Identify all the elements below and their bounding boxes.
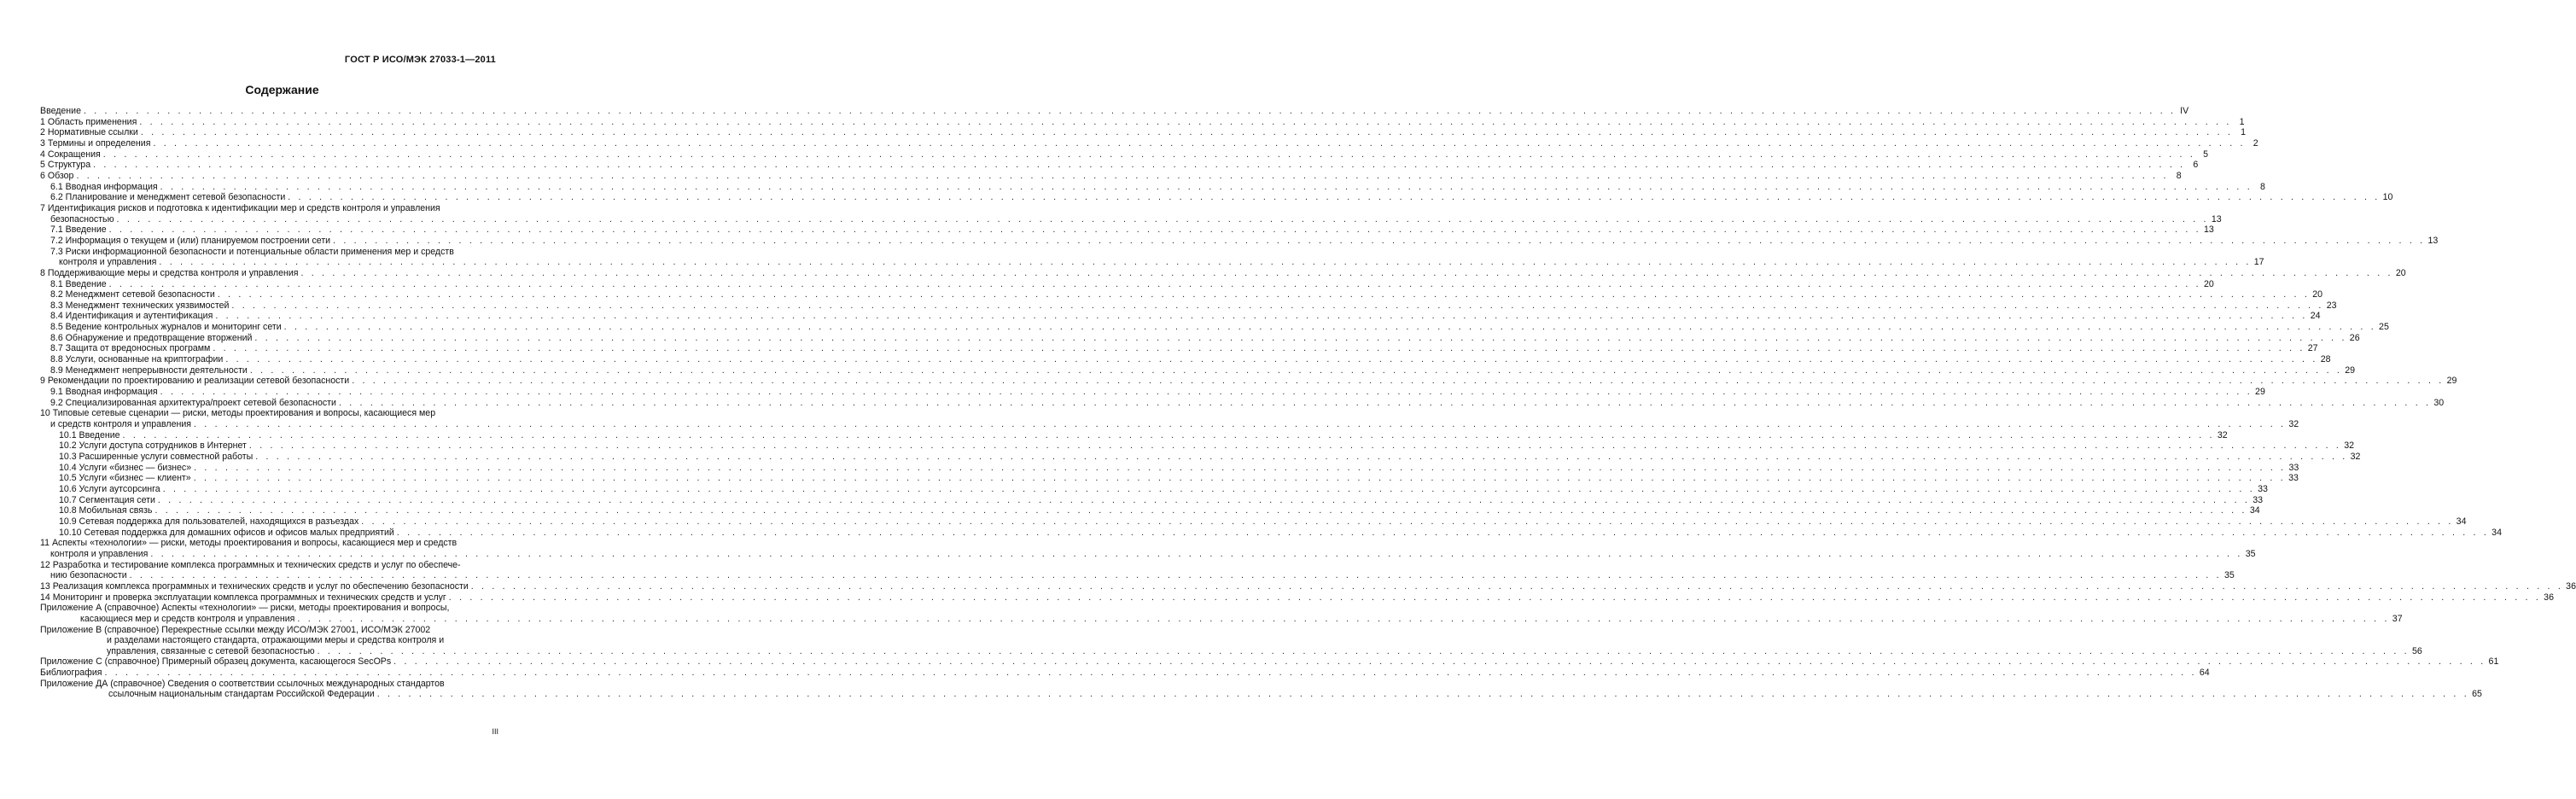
dot-leader: . . . . . . . . . . . . . . . . . . . . . . . . . . . . . . . . . . . . . . . . . . . . . . . . . . . . . . . . . . . . . . . . . . . . . . . . . . . . . . . . . . . . . . . . . . . . . . . . . . . . . . . . . . . . . . . . . . . . . . . . . . . . . . . . . . . . . . . . . . . . . . . . . . . . . . . . . . . . . . . . . . . . . . . . . . . . . . . . . . . . . . . . . . . . . . . . . . . . . . . . (139, 116, 2232, 127)
toc-page-number: 23 (2326, 300, 2337, 311)
toc-page-number: 33 (2253, 494, 2264, 505)
toc-entry-title: 10 Типовые сетевые сценарии — риски, методы проектирования и вопросы, касающиеся мер (40, 408, 436, 419)
dot-leader: . . . . . . . . . . . . . . . . . . . . . . . . . . . . . . . . . . . . . . . . . . . . . . . . . . . . . . . . . . . . . . . . . . . . . . . . . . . . . . . . . . . . . . . . . . . . . . . . . . . . . . . . . . . . . . . . . . . . . . . . . . . . . . . . . . . . . . . . . . . . . . . . . . . . . . . . . . . . . . . . . . . . . . . . . . . . . . . . . . . . . . . . . . . . . . . . . . . . . . . . (283, 322, 2376, 333)
toc-entry-continued (40, 408, 499, 419)
dot-leader: . . . . . . . . . . . . . . . . . . . . . . . . . . . . . . . . . . . . . . . . . . . . . . . . . . . . . . . . . . . . . . . . . . . . . . . . . . . . . . . . . . . . . . . . . . . . . . . . . . . . . . . . . . . . . . . . . . . . . . . . . . . . . . . . . . . . . . . . . . . . . . . . . . . . . . . . . . . . . . . . . . . . . . . . . . . . . . . . . . . . . . . . . . . . . . . . . . . . . . . . (162, 483, 2255, 494)
toc-entry-continued (40, 635, 499, 646)
toc-entry[interactable] (40, 181, 2265, 193)
toc-entry-title: 10.10 Сетевая поддержка для домашних офисов и офисов малых предприятий (59, 527, 394, 538)
toc-entry-title: 10.7 Сегментация сети (59, 494, 155, 505)
toc-entry-continued (40, 679, 499, 690)
toc-page-number: 36 (2566, 580, 2576, 592)
toc-entry-title: 10.5 Услуги «бизнес — клиент» (59, 473, 191, 484)
toc-entry[interactable] (40, 311, 2321, 322)
toc-entry[interactable] (40, 343, 2318, 354)
toc-page-number: 24 (2310, 311, 2321, 322)
toc-entry[interactable] (40, 440, 2355, 452)
dot-leader: . . . . . . . . . . . . . . . . . . . . . . . . . . . . . . . . . . . . . . . . . . . . . . . . . . . . . . . . . . . . . . . . . . . . . . . . . . . . . . . . . . . . . . . . . . . . . . . . . . . . . . . . . . . . . . . . . . . . . . . . . . . . . . . . . . . . . . . . . . . . . . . . . . . . . . . . . . . . . . . . . . . . . . . . . . . . . . . . . . . . . . . . . . . . . . . . . . . . . . . . (225, 354, 2318, 365)
toc-entry-title: 8.1 Введение (50, 278, 107, 289)
toc-entry-title: и средств контроля и управления (50, 419, 192, 430)
toc-page-number: 13 (2427, 235, 2439, 246)
toc-page-number: 29 (2446, 376, 2457, 387)
toc-entry[interactable] (40, 365, 2356, 376)
toc-entry-title: 9.1 Вводная информация (50, 387, 158, 398)
toc-entry-title: Приложение В (справочное) Перекрестные ссылки между ИСО/МЭК 27001, ИСО/МЭК 27002 (40, 624, 431, 635)
toc-entry[interactable] (40, 289, 2322, 300)
dot-leader: . . . . . . . . . . . . . . . . . . . . . . . . . . . . . . . . . . . . . . . . . . . . . . . . . . . . . . . . . . . . . . . . . . . . . . . . . . . . . . . . . . . . . . . . . . . . . . . . . . . . . . . . . . . . . . . . . . . . . . . . . . . . . . . . . . . . . . . . . . . . . . . . . . . . . . . . . . . . . . . . . . . . . . . . . . . . . . . . . . . . . . . . . . . . . . . . . . . . . . . . (122, 429, 2215, 440)
toc-entry-title: Приложение С (справочное) Примерный образец документа, касающегося SecOPs (40, 656, 392, 668)
document-id: ГОСТ Р ИСО/МЭК 27033-1—2011 (344, 55, 496, 65)
toc-entry[interactable] (40, 278, 2214, 290)
toc-entry[interactable] (40, 397, 2445, 409)
toc-page-number: 33 (2288, 462, 2299, 473)
toc-page-number: 25 (2379, 322, 2389, 333)
toc-entry-title: 7 Идентификация рисков и подготовка к идентификации мер и средств контроля и управления (40, 202, 440, 213)
dot-leader: . . . . . . . . . . . . . . . . . . . . . . . . . . . . . . . . . . . . . . . . . . . . . . . . . . . . . . . . . . . . . . . . . . . . . . . . . . . . . . . . . . . . . . . . . . . . . . . . . . . . . . . . . . . . . . . . . . . . . . . . . . . . . . . . . . . . . . . . . . . . . . . . . . . . . . . . . . . . . . . . . . . . . . . . . . . . . . . . . . . . . . . . . . . . . . . . . . . . . . . . (448, 592, 2541, 603)
dot-leader: . . . . . . . . . . . . . . . . . . . . . . . . . . . . . . . . . . . . . . . . . . . . . . . . . . . . . . . . . . . . . . . . . . . . . . . . . . . . . . . . . . . . . . . . . . . . . . . . . . . . . . . . . . . . . . . . . . . . . . . . . . . . . . . . . . . . . . . . . . . . . . . . . . . . . . . . . . . . . . . . . . . . . . . . . . . . . . . . . . . . . . . . . . . . . . . . . . . . . . . . (102, 149, 2195, 160)
toc-page-number: 6 (2193, 160, 2199, 171)
toc-entry-title: 11 Аспекты «технологии» — риски, методы проектирования и вопросы, касающиеся мер и средств (40, 538, 458, 549)
toc-entry-title: 6 Обзор (40, 170, 74, 181)
toc-entry-title: Библиография (40, 668, 102, 679)
toc-entry-title: 3 Термины и определения (40, 137, 151, 149)
toc-entry-title: 7.3 Риски информационной безопасности и потенциальные области применения мер и средств (50, 246, 454, 257)
toc-entry-title: 10.9 Сетевая поддержка для пользователей, находящихся в разъездах (59, 516, 359, 527)
toc-page-number: 13 (2211, 213, 2222, 225)
toc-page-number: 32 (2217, 429, 2228, 440)
dot-leader: . . . . . . . . . . . . . . . . . . . . . . . . . . . . . . . . . . . . . . . . . . . . . . . . . . . . . . . . . . . . . . . . . . . . . . . . . . . . . . . . . . . . . . . . . . . . . . . . . . . . . . . . . . . . . . . . . . . . . . . . . . . . . . . . . . . . . . . . . . . . . . . . . . . . . . . . . . . . . . . . . . . . . . . . . . . . . . . . . . . . . . . . . . . . . . . . . . . . . . . . (83, 106, 2177, 116)
toc-entry[interactable] (40, 613, 2403, 625)
dot-leader: . . . . . . . . . . . . . . . . . . . . . . . . . . . . . . . . . . . . . . . . . . . . . . . . . . . . . . . . . . . . . . . . . . . . . . . . . . . . . . . . . . . . . . . . . . . . . . . . . . . . . . . . . . . . . . . . . . . . . . . . . . . . . . . . . . . . . . . . . . . . . . . . . . . . . . . . . . . . . . . . . . . . . . . . . . . . . . . . . . . . . . . . . . . . . . . . . . . . . . . . (393, 656, 2486, 668)
toc-entry-title: 10.2 Услуги доступа сотрудников в Интернет (59, 440, 247, 452)
dot-leader: . . . . . . . . . . . . . . . . . . . . . . . . . . . . . . . . . . . . . . . . . . . . . . . . . . . . . . . . . . . . . . . . . . . . . . . . . . . . . . . . . . . . . . . . . . . . . . . . . . . . . . . . . . . . . . . . . . . . . . . . . . . . . . . . . . . . . . . . . . . . . . . . . . . . . . . . . . . . . . . . . . . . . . . . . . . . . . . . . . . . . . . . . . . . . . . . . . . . . . . . (116, 213, 2209, 225)
toc-page-number: 33 (2258, 483, 2268, 494)
toc-entry-continued (40, 625, 499, 636)
toc-entry-title: 10.8 Мобильная связь (59, 505, 153, 516)
toc-entry[interactable] (40, 213, 2222, 225)
dot-leader: . . . . . . . . . . . . . . . . . . . . . . . . . . . . . . . . . . . . . . . . . . . . . . . . . . . . . . . . . . . . . . . . . . . . . . . . . . . . . . . . . . . . . . . . . . . . . . . . . . . . . . . . . . . . . . . . . . . . . . . . . . . . . . . . . . . . . . . . . . . . . . . . . . . . . . . . . . . . . . . . . . . . . . . . . . . . . . . . . . . . . . . . . . . . . . . . . . . . . . . . (396, 527, 2489, 538)
toc-entry-title: 2 Нормативные ссылки (40, 127, 138, 138)
toc-page-number: 20 (2395, 267, 2406, 278)
toc-entry-title: 8.5 Ведение контрольных журналов и мониторинг сети (50, 322, 282, 333)
toc-page-number: 61 (2488, 656, 2499, 668)
toc-page-number: 26 (2349, 332, 2360, 343)
toc-entry[interactable] (40, 689, 2482, 700)
toc-entry[interactable] (40, 462, 2299, 474)
toc-entry-title: Приложение А (справочное) Аспекты «технологии» — риски, методы проектирования и вопросы, (40, 603, 450, 614)
toc-entry[interactable] (40, 419, 2299, 430)
toc-page-number: 64 (2199, 668, 2210, 679)
toc-page-number: 5 (2203, 149, 2208, 160)
dot-leader: . . . . . . . . . . . . . . . . . . . . . . . . . . . . . . . . . . . . . . . . . . . . . . . . . . . . . . . . . . . . . . . . . . . . . . . . . . . . . . . . . . . . . . . . . . . . . . . . . . . . . . . . . . . . . . . . . . . . . . . . . . . . . . . . . . . . . . . . . . . . . . . . . . . . . . . . . . . . . . . . . . . . . . . . . . . . . . . . . . . . . . . . . . . . . . . . . . . . . . . . (338, 397, 2432, 408)
dot-leader: . . . . . . . . . . . . . . . . . . . . . . . . . . . . . . . . . . . . . . . . . . . . . . . . . . . . . . . . . . . . . . . . . . . . . . . . . . . . . . . . . . . . . . . . . . . . . . . . . . . . . . . . . . . . . . . . . . . . . . . . . . . . . . . . . . . . . . . . . . . . . . . . . . . . . . . . . . . . . . . . . . . . . . . . . . . . . . . . . . . . . . . . . . . . . . . . . . . . . . . . (76, 170, 2169, 181)
toc-entry[interactable] (40, 473, 2299, 484)
toc-page-number: 37 (2392, 613, 2403, 624)
toc-entry-title: контроля и управления (59, 257, 157, 268)
toc-page-number: 36 (2544, 592, 2554, 603)
toc-page-number: 32 (2288, 419, 2299, 430)
toc-entry-title: 4 Сокращения (40, 149, 101, 160)
toc-entry-continued (40, 603, 499, 614)
toc-entry-continued (40, 203, 499, 214)
dot-leader: . . . . . . . . . . . . . . . . . . . . . . . . . . . . . . . . . . . . . . . . . . . . . . . . . . . . . . . . . . . . . . . . . . . . . . . . . . . . . . . . . . . . . . . . . . . . . . . . . . . . . . . . . . . . . . . . . . . . . . . . . . . . . . . . . . . . . . . . . . . . . . . . . . . . . . . . . . . . . . . . . . . . . . . . . . . . . . . . . . . . . . . . . . . . . . . . . . . . . . . . (194, 462, 2287, 473)
toc-entry[interactable] (40, 548, 2256, 560)
toc-entry-title: 10.6 Услуги аутсорсинга (59, 483, 160, 494)
toc-page-number: 32 (2344, 440, 2355, 452)
dot-leader: . . . . . . . . . . . . . . . . . . . . . . . . . . . . . . . . . . . . . . . . . . . . . . . . . . . . . . . . . . . . . . . . . . . . . . . . . . . . . . . . . . . . . . . . . . . . . . . . . . . . . . . . . . . . . . . . . . . . . . . . . . . . . . . . . . . . . . . . . . . . . . . . . . . . . . . . . . . . . . . . . . . . . . . . . . . . . . . . . . . . . . . . . . . . . . . . . . . . . . . . (129, 570, 2222, 581)
toc-page-number: 10 (2382, 192, 2393, 203)
dot-leader: . . . . . . . . . . . . . . . . . . . . . . . . . . . . . . . . . . . . . . . . . . . . . . . . . . . . . . . . . . . . . . . . . . . . . . . . . . . . . . . . . . . . . . . . . . . . . . . . . . . . . . . . . . . . . . . . . . . . . . . . . . . . . . . . . . . . . . . . . . . . . . . . . . . . . . . . . . . . . . . . . . . . . . . . . . . . . . . . . . . . . . . . . . . . . . . . . . . . . . . . (104, 668, 2197, 679)
toc-entry[interactable] (40, 656, 2499, 668)
toc-entry-title: 8 Поддерживающие меры и средства контроля и управления (40, 267, 299, 278)
toc-page-number: 17 (2253, 257, 2264, 268)
toc-entry-title: Введение (40, 106, 81, 116)
toc-entry-continued (40, 538, 499, 549)
toc-entry[interactable] (40, 452, 2361, 463)
toc-entry-title: 13 Реализация комплекса программных и технических средств и услуг по обеспечению безопасности (40, 580, 469, 592)
toc-entry-title: касающиеся мер и средств контроля и управления (80, 613, 295, 624)
toc-page-number: 34 (2491, 527, 2502, 538)
toc-entry[interactable] (40, 235, 2439, 247)
toc-page-number: 27 (2307, 343, 2318, 354)
dot-leader: . . . . . . . . . . . . . . . . . . . . . . . . . . . . . . . . . . . . . . . . . . . . . . . . . . . . . . . . . . . . . . . . . . . . . . . . . . . . . . . . . . . . . . . . . . . . . . . . . . . . . . . . . . . . . . . . . . . . . . . . . . . . . . . . . . . . . . . . . . . . . . . . . . . . . . . . . . . . . . . . . . . . . . . . . . . . . . . . . . . . . . . . . . . . . . . . . . . . . . . . (376, 689, 2469, 700)
toc-entry[interactable] (40, 668, 2210, 679)
toc-entry-title: 10.4 Услуги «бизнес — бизнес» (59, 462, 192, 473)
dot-leader: . . . . . . . . . . . . . . . . . . . . . . . . . . . . . . . . . . . . . . . . . . . . . . . . . . . . . . . . . . . . . . . . . . . . . . . . . . . . . . . . . . . . . . . . . . . . . . . . . . . . . . . . . . . . . . . . . . . . . . . . . . . . . . . . . . . . . . . . . . . . . . . . . . . . . . . . . . . . . . . . . . . . . . . . . . . . . . . . . . . . . . . . . . . . . . . . . . . . . . . . (160, 387, 2253, 398)
toc-page-number: 1 (2241, 127, 2247, 138)
toc-entry[interactable] (40, 106, 2189, 117)
dot-leader: . . . . . . . . . . . . . . . . . . . . . . . . . . . . . . . . . . . . . . . . . . . . . . . . . . . . . . . . . . . . . . . . . . . . . . . . . . . . . . . . . . . . . . . . . . . . . . . . . . . . . . . . . . . . . . . . . . . . . . . . . . . . . . . . . . . . . . . . . . . . . . . . . . . . . . . . . . . . . . . . . . . . . . . . . . . . . . . . . . . . . . . . . . . . . . . . . . . . . . . . (300, 267, 2393, 278)
toc-entry[interactable] (40, 527, 2502, 539)
dot-leader: . . . . . . . . . . . . . . . . . . . . . . . . . . . . . . . . . . . . . . . . . . . . . . . . . . . . . . . . . . . . . . . . . . . . . . . . . . . . . . . . . . . . . . . . . . . . . . . . . . . . . . . . . . . . . . . . . . . . . . . . . . . . . . . . . . . . . . . . . . . . . . . . . . . . . . . . . . . . . . . . . . . . . . . . . . . . . . . . . . . . . . . . . . . . . . . . . . . . . . . . (288, 192, 2381, 203)
toc-entry-title: 14 Мониторинг и проверка эксплуатации комплекса программных и технических средств и услуг (40, 592, 446, 603)
dot-leader: . . . . . . . . . . . . . . . . . . . . . . . . . . . . . . . . . . . . . . . . . . . . . . . . . . . . . . . . . . . . . . . . . . . . . . . . . . . . . . . . . . . . . . . . . . . . . . . . . . . . . . . . . . . . . . . . . . . . . . . . . . . . . . . . . . . . . . . . . . . . . . . . . . . . . . . . . . . . . . . . . . . . . . . . . . . . . . . . . . . . . . . . . . . . . . . . . . . . . . . . (93, 160, 2186, 171)
toc-entry[interactable] (40, 225, 2214, 236)
toc-entry-title: ссылочным национальным стандартам Российской Федерации (108, 689, 375, 700)
toc-page-number: 2 (2253, 137, 2258, 149)
toc-entry-title: 1 Область применения (40, 116, 137, 127)
toc-entry-title: 6.2 Планирование и менеджмент сетевой безопасности (50, 192, 286, 203)
toc-entry-title: 8.7 Защита от вредоносных программ (50, 343, 211, 354)
toc-page-number: 28 (2320, 354, 2331, 365)
dot-leader: . . . . . . . . . . . . . . . . . . . . . . . . . . . . . . . . . . . . . . . . . . . . . . . . . . . . . . . . . . . . . . . . . . . . . . . . . . . . . . . . . . . . . . . . . . . . . . . . . . . . . . . . . . . . . . . . . . . . . . . . . . . . . . . . . . . . . . . . . . . . . . . . . . . . . . . . . . . . . . . . . . . . . . . . . . . . . . . . . . . . . . . . . . . . . . . . . . . . . . . . (157, 494, 2251, 505)
toc-entry-title: 10.3 Расширенные услуги совместной работы (59, 452, 254, 462)
toc-entry[interactable] (40, 387, 2265, 398)
toc-entry-title: 6.1 Вводная информация (50, 181, 158, 192)
dot-leader: . . . . . . . . . . . . . . . . . . . . . . . . . . . . . . . . . . . . . . . . . . . . . . . . . . . . . . . . . . . . . . . . . . . . . . . . . . . . . . . . . . . . . . . . . . . . . . . . . . . . . . . . . . . . . . . . . . . . . . . . . . . . . . . . . . . . . . . . . . . . . . . . . . . . . . . . . . . . . . . . . . . . . . . . . . . . . . . . . . . . . . . . . . . . . . . . . . . . . . . . (231, 300, 2324, 311)
toc-entry[interactable] (40, 505, 2260, 516)
toc-page-number: 8 (2259, 181, 2265, 192)
dot-leader: . . . . . . . . . . . . . . . . . . . . . . . . . . . . . . . . . . . . . . . . . . . . . . . . . . . . . . . . . . . . . . . . . . . . . . . . . . . . . . . . . . . . . . . . . . . . . . . . . . . . . . . . . . . . . . . . . . . . . . . . . . . . . . . . . . . . . . . . . . . . . . . . . . . . . . . . . . . . . . . . . . . . . . . . . . . . . . . . . . . . . . . . . . . . . . . . . . . . . . . . (213, 343, 2305, 354)
toc-entry[interactable] (40, 516, 2467, 528)
toc-entry-title: 7.1 Введение (50, 225, 107, 236)
dot-leader: . . . . . . . . . . . . . . . . . . . . . . . . . . . . . . . . . . . . . . . . . . . . . . . . . . . . . . . . . . . . . . . . . . . . . . . . . . . . . . . . . . . . . . . . . . . . . . . . . . . . . . . . . . . . . . . . . . . . . . . . . . . . . . . . . . . . . . . . . . . . . . . . . . . . . . . . . . . . . . . . . . . . . . . . . . . . . . . . . . . . . . . . . . . . . . . . . . . . . . . . (159, 257, 2252, 268)
toc-entry[interactable] (40, 592, 2554, 604)
dot-leader: . . . . . . . . . . . . . . . . . . . . . . . . . . . . . . . . . . . . . . . . . . . . . . . . . . . . . . . . . . . . . . . . . . . . . . . . . . . . . . . . . . . . . . . . . . . . . . . . . . . . . . . . . . . . . . . . . . . . . . . . . . . . . . . . . . . . . . . . . . . . . . . . . . . . . . . . . . . . . . . . . . . . . . . . . . . . . . . . . . . . . . . . . . . . . . . . . . . . . . . . (154, 505, 2247, 516)
toc-entry-title: управления, связанные с сетевой безопасностью (107, 645, 315, 656)
dot-leader: . . . . . . . . . . . . . . . . . . . . . . . . . . . . . . . . . . . . . . . . . . . . . . . . . . . . . . . . . . . . . . . . . . . . . . . . . . . . . . . . . . . . . . . . . . . . . . . . . . . . . . . . . . . . . . . . . . . . . . . . . . . . . . . . . . . . . . . . . . . . . . . . . . . . . . . . . . . . . . . . . . . . . . . . . . . . . . . . . . . . . . . . . . . . . . . . . . . . . . . . (248, 440, 2342, 452)
dot-leader: . . . . . . . . . . . . . . . . . . . . . . . . . . . . . . . . . . . . . . . . . . . . . . . . . . . . . . . . . . . . . . . . . . . . . . . . . . . . . . . . . . . . . . . . . . . . . . . . . . . . . . . . . . . . . . . . . . . . . . . . . . . . . . . . . . . . . . . . . . . . . . . . . . . . . . . . . . . . . . . . . . . . . . . . . . . . . . . . . . . . . . . . . . . . . . . . . . . . . . . . (193, 473, 2286, 484)
toc-page-number: 65 (2472, 689, 2482, 700)
toc-entry-title: 8.6 Обнаружение и предотвращение вторжений (50, 332, 253, 343)
toc-entry-continued (40, 247, 499, 258)
toc-entry[interactable] (40, 127, 2247, 138)
toc-entry[interactable] (40, 429, 2228, 441)
table-of-contents (40, 106, 2576, 700)
toc-entry[interactable] (40, 645, 2422, 657)
toc-page-number: 29 (2345, 365, 2356, 376)
dot-leader: . . . . . . . . . . . . . . . . . . . . . . . . . . . . . . . . . . . . . . . . . . . . . . . . . . . . . . . . . . . . . . . . . . . . . . . . . . . . . . . . . . . . . . . . . . . . . . . . . . . . . . . . . . . . . . . . . . . . . . . . . . . . . . . . . . . . . . . . . . . . . . . . . . . . . . . . . . . . . . . . . . . . . . . . . . . . . . . . . . . . . . . . . . . . . . . . . . . . . . . . (217, 289, 2310, 300)
toc-page-number: 20 (2312, 289, 2322, 300)
toc-page-number: 20 (2204, 278, 2214, 289)
dot-leader: . . . . . . . . . . . . . . . . . . . . . . . . . . . . . . . . . . . . . . . . . . . . . . . . . . . . . . . . . . . . . . . . . . . . . . . . . . . . . . . . . . . . . . . . . . . . . . . . . . . . . . . . . . . . . . . . . . . . . . . . . . . . . . . . . . . . . . . . . . . . . . . . . . . . . . . . . . . . . . . . . . . . . . . . . . . . . . . . . . . . . . . . . . . . . . . . . . . . . . . . (108, 278, 2201, 289)
toc-entry-title: 12 Разработка и тестирование комплекса программных и технических средств и услуг по обеспече- (40, 559, 461, 570)
toc-entry-title: 8.9 Менеджмент непрерывности деятельности (50, 365, 248, 376)
dot-leader: . . . . . . . . . . . . . . . . . . . . . . . . . . . . . . . . . . . . . . . . . . . . . . . . . . . . . . . . . . . . . . . . . . . . . . . . . . . . . . . . . . . . . . . . . . . . . . . . . . . . . . . . . . . . . . . . . . . . . . . . . . . . . . . . . . . . . . . . . . . . . . . . . . . . . . . . . . . . . . . . . . . . . . . . . . . . . . . . . . . . . . . . . . . . . . . . . . . . . . . . (470, 580, 2563, 592)
toc-entry[interactable] (40, 170, 2182, 182)
toc-page-number: 35 (2245, 548, 2256, 559)
dot-leader: . . . . . . . . . . . . . . . . . . . . . . . . . . . . . . . . . . . . . . . . . . . . . . . . . . . . . . . . . . . . . . . . . . . . . . . . . . . . . . . . . . . . . . . . . . . . . . . . . . . . . . . . . . . . . . . . . . . . . . . . . . . . . . . . . . . . . . . . . . . . . . . . . . . . . . . . . . . . . . . . . . . . . . . . . . . . . . . . . . . . . . . . . . . . . . . . . . . . . . . . (150, 548, 2243, 559)
toc-entry-title: 8.2 Менеджмент сетевой безопасности (50, 289, 215, 300)
toc-entry-title: 8.8 Услуги, основанные на криптографии (50, 354, 224, 365)
toc-page-number: 34 (2249, 505, 2260, 516)
toc-entry-title: 9 Рекомендации по проектированию и реализации сетевой безопасности (40, 376, 350, 387)
toc-entry-title: безопасностью (50, 213, 114, 225)
toc-entry-title: контроля и управления (50, 548, 149, 559)
toc-entry[interactable] (40, 354, 2331, 365)
toc-entry-continued (40, 560, 499, 571)
toc-entry[interactable] (40, 116, 2245, 128)
toc-entry[interactable] (40, 332, 2360, 344)
dot-leader: . . . . . . . . . . . . . . . . . . . . . . . . . . . . . . . . . . . . . . . . . . . . . . . . . . . . . . . . . . . . . . . . . . . . . . . . . . . . . . . . . . . . . . . . . . . . . . . . . . . . . . . . . . . . . . . . . . . . . . . . . . . . . . . . . . . . . . . . . . . . . . . . . . . . . . . . . . . . . . . . . . . . . . . . . . . . . . . . . . . . . . . . . . . . . . . . . . . . . . . . (317, 645, 2410, 656)
toc-entry[interactable] (40, 192, 2393, 203)
toc-page-number: 56 (2411, 645, 2422, 656)
dot-leader: . . . . . . . . . . . . . . . . . . . . . . . . . . . . . . . . . . . . . . . . . . . . . . . . . . . . . . . . . . . . . . . . . . . . . . . . . . . . . . . . . . . . . . . . . . . . . . . . . . . . . . . . . . . . . . . . . . . . . . . . . . . . . . . . . . . . . . . . . . . . . . . . . . . . . . . . . . . . . . . . . . . . . . . . . . . . . . . . . . . . . . . . . . . . . . . . . . . . . . . . (140, 127, 2234, 138)
toc-page-number: 35 (2224, 570, 2235, 581)
dot-leader: . . . . . . . . . . . . . . . . . . . . . . . . . . . . . . . . . . . . . . . . . . . . . . . . . . . . . . . . . . . . . . . . . . . . . . . . . . . . . . . . . . . . . . . . . . . . . . . . . . . . . . . . . . . . . . . . . . . . . . . . . . . . . . . . . . . . . . . . . . . . . . . . . . . . . . . . . . . . . . . . . . . . . . . . . . . . . . . . . . . . . . . . . . . . . . . . . . . . . . . . (254, 332, 2347, 343)
toc-entry-title: и разделами настоящего стандарта, отражающими меры и средства контроля и (107, 635, 445, 646)
toc-entry[interactable] (40, 267, 2406, 279)
dot-leader: . . . . . . . . . . . . . . . . . . . . . . . . . . . . . . . . . . . . . . . . . . . . . . . . . . . . . . . . . . . . . . . . . . . . . . . . . . . . . . . . . . . . . . . . . . . . . . . . . . . . . . . . . . . . . . . . . . . . . . . . . . . . . . . . . . . . . . . . . . . . . . . . . . . . . . . . . . . . . . . . . . . . . . . . . . . . . . . . . . . . . . . . . . . . . . . . . . . . . . . . (215, 311, 2308, 322)
toc-page-number: 30 (2433, 397, 2445, 408)
toc-entry[interactable] (40, 580, 2576, 592)
dot-leader: . . . . . . . . . . . . . . . . . . . . . . . . . . . . . . . . . . . . . . . . . . . . . . . . . . . . . . . . . . . . . . . . . . . . . . . . . . . . . . . . . . . . . . . . . . . . . . . . . . . . . . . . . . . . . . . . . . . . . . . . . . . . . . . . . . . . . . . . . . . . . . . . . . . . . . . . . . . . . . . . . . . . . . . . . . . . . . . . . . . . . . . . . . . . . . . . . . . . . . . . (194, 419, 2287, 430)
toc-entry-title: 8.3 Менеджмент технических уязвимостей (50, 300, 230, 311)
toc-entry[interactable] (40, 376, 2457, 387)
toc-entry[interactable] (40, 494, 2264, 506)
toc-entry[interactable] (40, 160, 2199, 171)
toc-entry[interactable] (40, 322, 2389, 333)
toc-entry-title: нию безопасности (50, 570, 127, 581)
dot-leader: . . . . . . . . . . . . . . . . . . . . . . . . . . . . . . . . . . . . . . . . . . . . . . . . . . . . . . . . . . . . . . . . . . . . . . . . . . . . . . . . . . . . . . . . . . . . . . . . . . . . . . . . . . . . . . . . . . . . . . . . . . . . . . . . . . . . . . . . . . . . . . . . . . . . . . . . . . . . . . . . . . . . . . . . . . . . . . . . . . . . . . . . . . . . . . . . . . . . . . . . (160, 181, 2253, 192)
dot-leader: . . . . . . . . . . . . . . . . . . . . . . . . . . . . . . . . . . . . . . . . . . . . . . . . . . . . . . . . . . . . . . . . . . . . . . . . . . . . . . . . . . . . . . . . . . . . . . . . . . . . . . . . . . . . . . . . . . . . . . . . . . . . . . . . . . . . . . . . . . . . . . . . . . . . . . . . . . . . . . . . . . . . . . . . . . . . . . . . . . . . . . . . . . . . . . . . . . . . . . . . (255, 452, 2348, 462)
toc-page-number: 33 (2288, 473, 2299, 484)
toc-page-number: 8 (2176, 170, 2182, 181)
dot-leader: . . . . . . . . . . . . . . . . . . . . . . . . . . . . . . . . . . . . . . . . . . . . . . . . . . . . . . . . . . . . . . . . . . . . . . . . . . . . . . . . . . . . . . . . . . . . . . . . . . . . . . . . . . . . . . . . . . . . . . . . . . . . . . . . . . . . . . . . . . . . . . . . . . . . . . . . . . . . . . . . . . . . . . . . . . . . . . . . . . . . . . . . . . . . . . . . . . . . . . . . (108, 225, 2201, 236)
dot-leader: . . . . . . . . . . . . . . . . . . . . . . . . . . . . . . . . . . . . . . . . . . . . . . . . . . . . . . . . . . . . . . . . . . . . . . . . . . . . . . . . . . . . . . . . . . . . . . . . . . . . . . . . . . . . . . . . . . . . . . . . . . . . . . . . . . . . . . . . . . . . . . . . . . . . . . . . . . . . . . . . . . . . . . . . . . . . . . . . . . . . . . . . . . . . . . . . . . . . . . . . (352, 376, 2445, 387)
page-number: III (492, 727, 498, 736)
toc-entry-title: 10.1 Введение (59, 429, 120, 440)
toc-entry-title: Приложение ДА (справочное) Сведения о соответствии ссылочных международных стандартов (40, 678, 445, 689)
toc-page-number: IV (2180, 106, 2189, 116)
toc-page-number: 29 (2255, 387, 2265, 398)
toc-page-number: 13 (2204, 225, 2214, 236)
dot-leader: . . . . . . . . . . . . . . . . . . . . . . . . . . . . . . . . . . . . . . . . . . . . . . . . . . . . . . . . . . . . . . . . . . . . . . . . . . . . . . . . . . . . . . . . . . . . . . . . . . . . . . . . . . . . . . . . . . . . . . . . . . . . . . . . . . . . . . . . . . . . . . . . . . . . . . . . . . . . . . . . . . . . . . . . . . . . . . . . . . . . . . . . . . . . . . . . . . . . . . . . (333, 235, 2426, 246)
toc-entry[interactable] (40, 300, 2337, 312)
toc-entry[interactable] (40, 257, 2264, 268)
toc-entry-title: 7.2 Информация о текущем и (или) планируемом построении сети (50, 235, 331, 246)
toc-entry[interactable] (40, 137, 2258, 149)
toc-page-number: 34 (2456, 516, 2467, 527)
dot-leader: . . . . . . . . . . . . . . . . . . . . . . . . . . . . . . . . . . . . . . . . . . . . . . . . . . . . . . . . . . . . . . . . . . . . . . . . . . . . . . . . . . . . . . . . . . . . . . . . . . . . . . . . . . . . . . . . . . . . . . . . . . . . . . . . . . . . . . . . . . . . . . . . . . . . . . . . . . . . . . . . . . . . . . . . . . . . . . . . . . . . . . . . . . . . . . . . . . . . . . . . (249, 365, 2343, 376)
toc-entry-title: 8.4 Идентификация и аутентификация (50, 311, 213, 322)
toc-entry[interactable] (40, 483, 2268, 495)
dot-leader: . . . . . . . . . . . . . . . . . . . . . . . . . . . . . . . . . . . . . . . . . . . . . . . . . . . . . . . . . . . . . . . . . . . . . . . . . . . . . . . . . . . . . . . . . . . . . . . . . . . . . . . . . . . . . . . . . . . . . . . . . . . . . . . . . . . . . . . . . . . . . . . . . . . . . . . . . . . . . . . . . . . . . . . . . . . . . . . . . . . . . . . . . . . . . . . . . . . . . . . . (153, 137, 2246, 149)
page-title: Содержание (245, 83, 319, 96)
toc-page-number: 32 (2350, 452, 2361, 462)
dot-leader: . . . . . . . . . . . . . . . . . . . . . . . . . . . . . . . . . . . . . . . . . . . . . . . . . . . . . . . . . . . . . . . . . . . . . . . . . . . . . . . . . . . . . . . . . . . . . . . . . . . . . . . . . . . . . . . . . . . . . . . . . . . . . . . . . . . . . . . . . . . . . . . . . . . . . . . . . . . . . . . . . . . . . . . . . . . . . . . . . . . . . . . . . . . . . . . . . . . . . . . . (297, 613, 2390, 624)
toc-entry-title: 9.2 Специализированная архитектура/проект сетевой безопасности (50, 397, 336, 408)
toc-entry[interactable] (40, 149, 2208, 160)
toc-entry-title: 5 Структура (40, 160, 91, 171)
dot-leader: . . . . . . . . . . . . . . . . . . . . . . . . . . . . . . . . . . . . . . . . . . . . . . . . . . . . . . . . . . . . . . . . . . . . . . . . . . . . . . . . . . . . . . . . . . . . . . . . . . . . . . . . . . . . . . . . . . . . . . . . . . . . . . . . . . . . . . . . . . . . . . . . . . . . . . . . . . . . . . . . . . . . . . . . . . . . . . . . . . . . . . . . . . . . . . . . . . . . . . . . (361, 516, 2454, 527)
toc-page-number: 1 (2239, 116, 2245, 127)
toc-entry[interactable] (40, 570, 2235, 581)
